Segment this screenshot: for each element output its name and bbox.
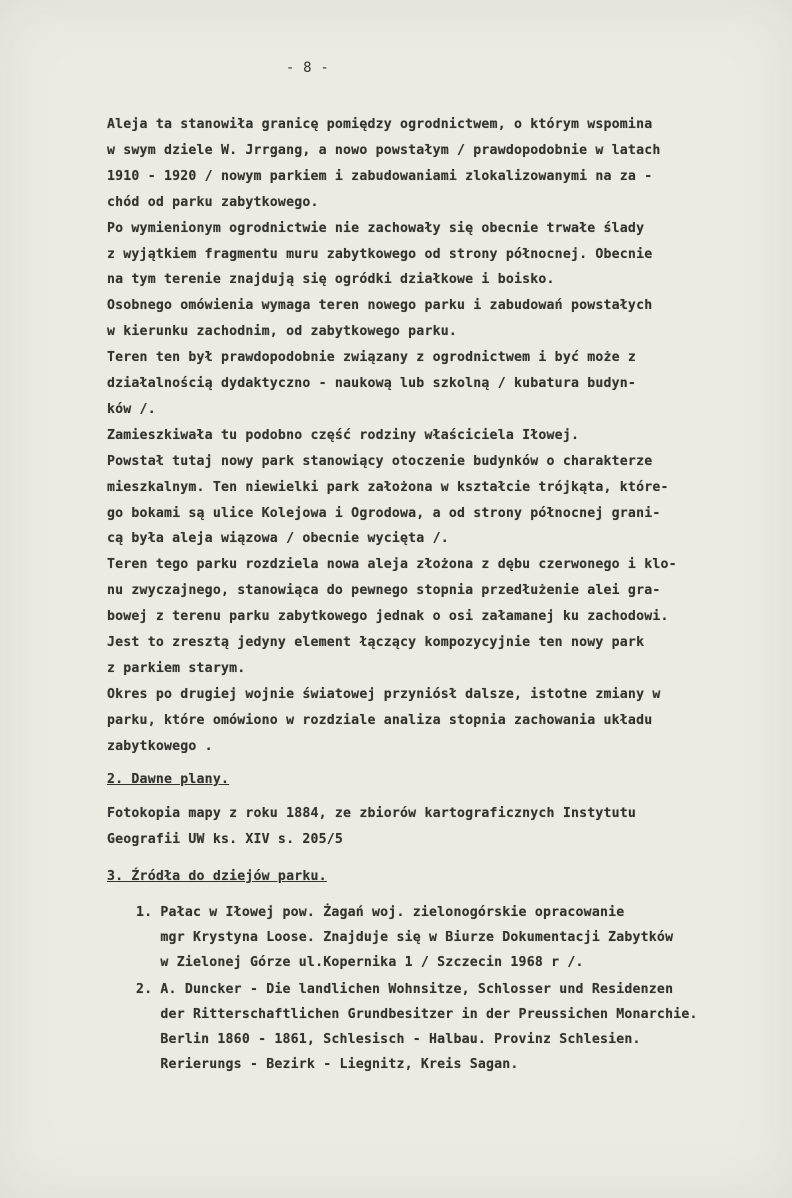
- section-3-heading: 3. Źródła do dziejów parku.: [107, 869, 327, 884]
- body-text-line: mieszkalnym. Ten niewielki park założona w kształcie trójkąta, które-: [107, 480, 669, 495]
- source-item-line: Rerierungs - Bezirk - Liegnitz, Kreis Sagan.: [136, 1057, 519, 1072]
- body-text-line: cą była aleja wiązowa / obecnie wycięta /.: [107, 531, 449, 546]
- body-text-line: Osobnego omówienia wymaga teren nowego parku i zabudowań powstałych: [107, 298, 653, 313]
- body-text-line: Po wymienionym ogrodnictwie nie zachowały się obecnie trwałe ślady: [107, 221, 645, 236]
- section-2-heading: 2. Dawne plany.: [107, 772, 230, 787]
- body-text-line: Teren ten był prawdopodobnie związany z ogrodnictwem i być może z: [107, 350, 637, 365]
- body-text-line: Powstał tutaj nowy park stanowiący otoczenie budynków o charakterze: [107, 454, 653, 469]
- body-text-line: działalnością dydaktyczno - naukową lub szkolną / kubatura budyn-: [107, 376, 637, 391]
- body-text-line: w swym dziele W. Jrrgang, a nowo powstałym / prawdopodobnie w latach: [107, 143, 661, 158]
- body-text-line: nu zwyczajnego, stanowiąca do pewnego stopnia przedłużenie alei gra-: [107, 583, 661, 598]
- section-2-line: Geografii UW ks. XIV s. 205/5: [107, 832, 344, 847]
- section-2-line: Fotokopia mapy z roku 1884, ze zbiorów kartograficznych Instytutu: [107, 806, 637, 821]
- body-text-line: na tym terenie znajdują się ogródki działkowe i boisko.: [107, 272, 555, 287]
- body-text-line: bowej z terenu parku zabytkowego jednak o osi załamanej ku zachodowi.: [107, 609, 669, 624]
- body-text-line: w kierunku zachodnim, od zabytkowego parku.: [107, 324, 458, 339]
- source-item-line: Berlin 1860 - 1861, Schlesisch - Halbau. Provinz Schlesien.: [136, 1032, 641, 1047]
- source-item-line: 1. Pałac w Iłowej pow. Żagań woj. zielonogórskie opracowanie: [136, 905, 625, 920]
- body-text-line: Aleja ta stanowiła granicę pomiędzy ogrodnictwem, o którym wspomina: [107, 117, 653, 132]
- body-text-line: Jest to zresztą jedyny element łączący kompozycyjnie ten nowy park: [107, 635, 645, 650]
- source-item-line: mgr Krystyna Loose. Znajduje się w Biurze Dokumentacji Zabytków: [136, 930, 674, 945]
- body-text-line: Okres po drugiej wojnie światowej przyniósł dalsze, istotne zmiany w: [107, 687, 661, 702]
- body-text-line: zabytkowego .: [107, 739, 213, 754]
- body-text-line: parku, które omówiono w rozdziale analiza stopnia zachowania układu: [107, 713, 653, 728]
- body-text-line: Zamieszkiwała tu podobno część rodziny właściciela Iłowej.: [107, 428, 580, 443]
- body-text-line: Teren tego parku rozdziela nowa aleja złożona z dębu czerwonego i klo-: [107, 557, 677, 572]
- body-text-line: ków /.: [107, 402, 156, 417]
- body-text-line: 1910 - 1920 / nowym parkiem i zabudowaniami zlokalizowanymi na za -: [107, 169, 653, 184]
- source-item-line: 2. A. Duncker - Die landlichen Wohnsitze, Schlosser und Residenzen: [136, 982, 674, 997]
- body-text-line: chód od parku zabytkowego.: [107, 195, 319, 210]
- page-number: - 8 -: [285, 60, 330, 76]
- body-text-line: z parkiem starym.: [107, 661, 246, 676]
- source-item-line: w Zielonej Górze ul.Kopernika 1 / Szczecin 1968 r /.: [136, 955, 584, 970]
- body-text-line: go bokami są ulice Kolejowa i Ogrodowa, a od strony północnej grani-: [107, 506, 661, 521]
- body-text-line: z wyjątkiem fragmentu muru zabytkowego od strony północnej. Obecnie: [107, 247, 653, 262]
- source-item-line: der Ritterschaftlichen Grundbesitzer in der Preussichen Monarchie.: [136, 1007, 698, 1022]
